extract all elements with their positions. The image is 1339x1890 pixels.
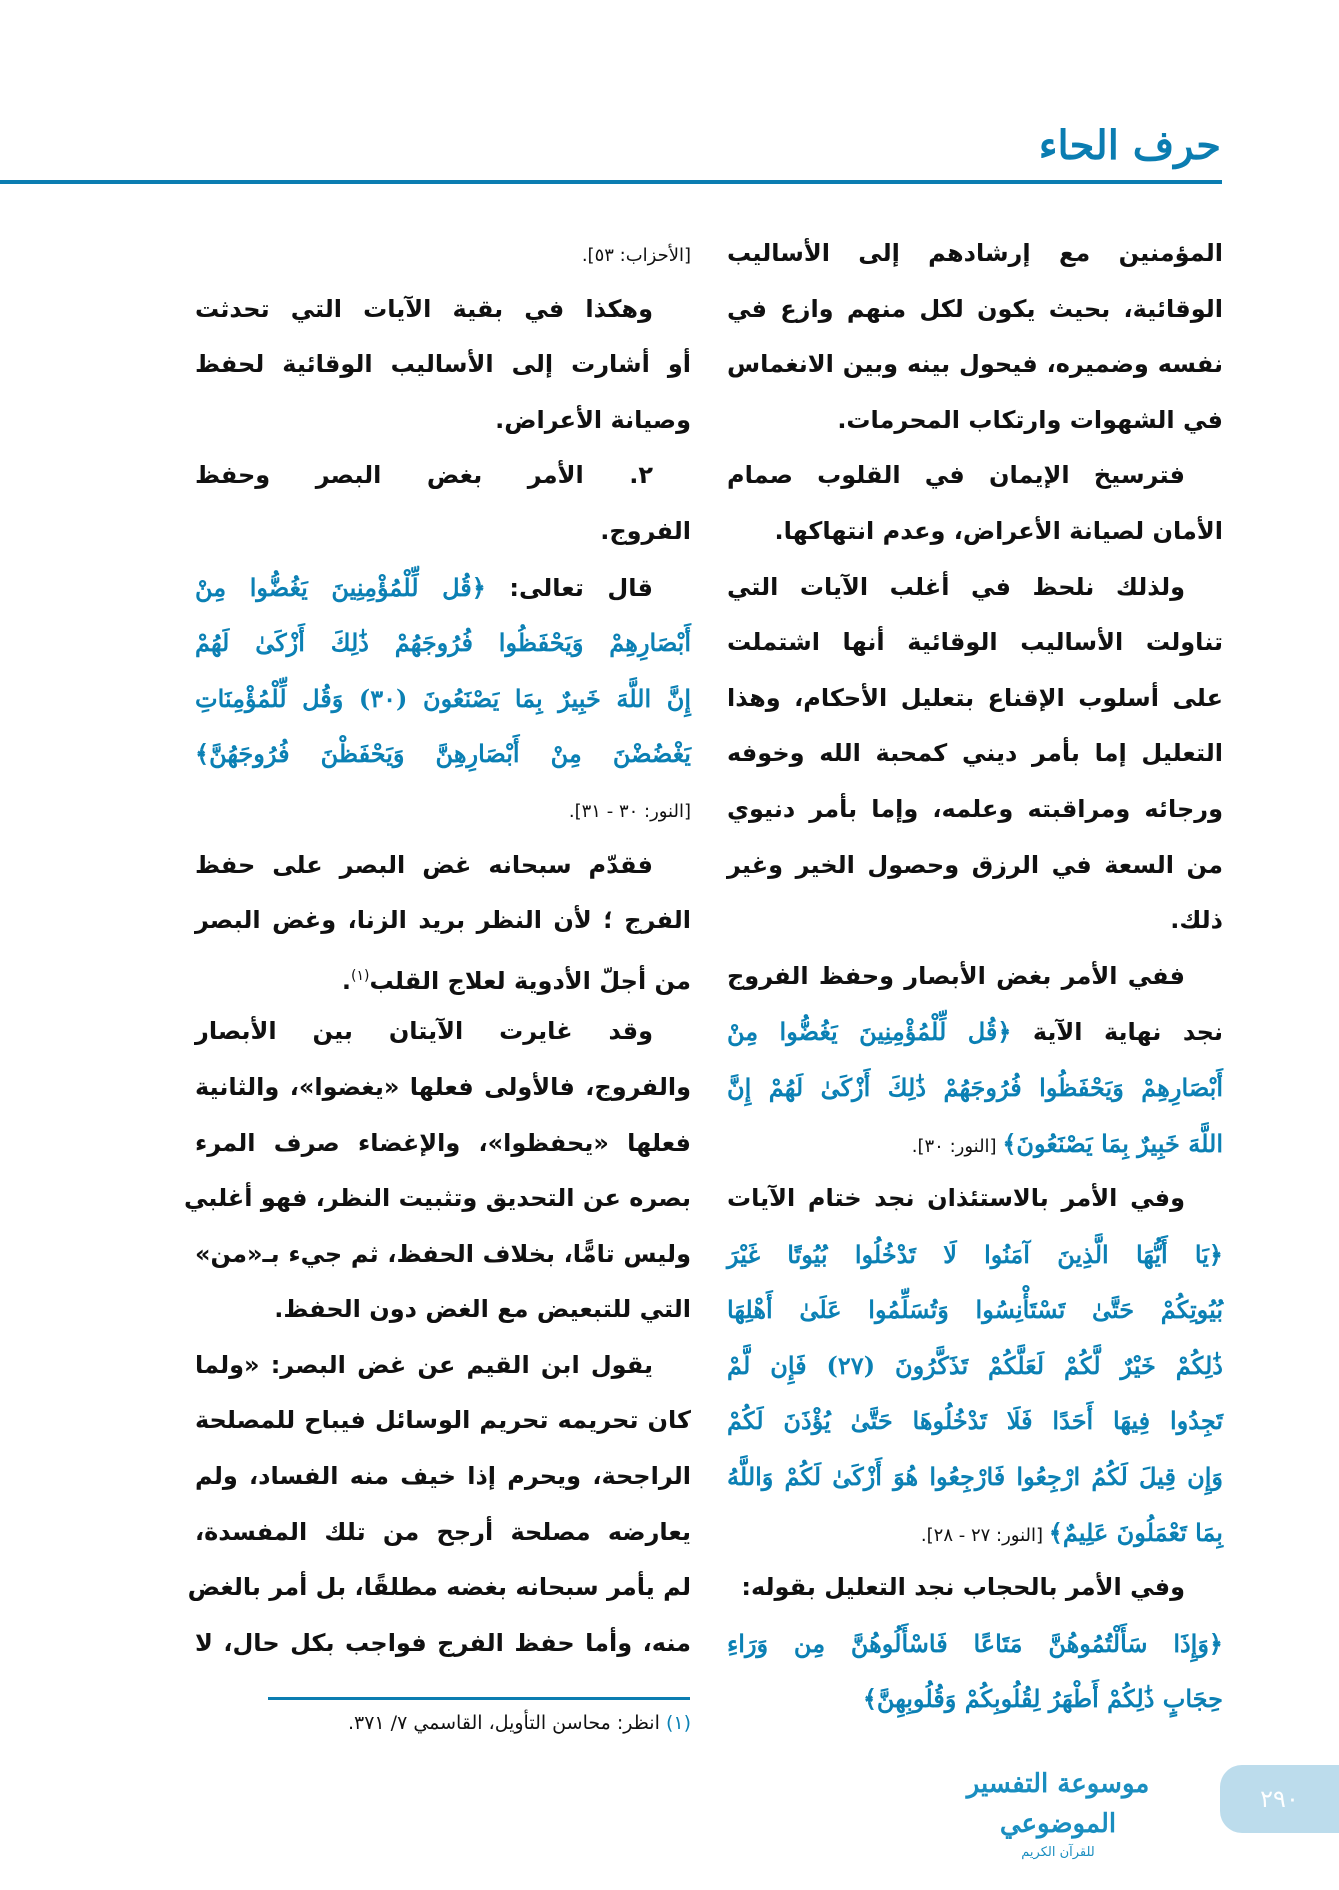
quran-verse-text: وَإِن قِيلَ لَكُمُ ارْجِعُوا فَارْجِعُوا هُوَ أَزْكَىٰ لَكُمْ وَاللَّهُ <box>727 1462 1223 1492</box>
text-line <box>727 1616 1223 1672</box>
body-text: الراجحة، ويحرم إذا خيف منه الفساد، ولم <box>195 1462 691 1491</box>
quran-verse-text: بِمَا تَعْمَلُونَ عَلِيمٌ﴾ <box>1048 1517 1223 1547</box>
text-line <box>195 1227 691 1283</box>
text-line <box>727 1282 1223 1338</box>
body-text: الفروج. <box>600 516 691 545</box>
text-line <box>195 782 691 838</box>
body-text: الأمان لصيانة الأعراض، وعدم انتهاكها. <box>774 516 1223 545</box>
footnote-text: انظر: محاسن التأويل، القاسمي ٧/ ٣٧١. <box>347 1712 660 1734</box>
quran-verse-text: إِنَّ اللَّهَ خَبِيرٌ بِمَا يَصْنَعُونَ (٣٠) وَقُل لِّلْمُؤْمِنَاتِ <box>195 683 692 713</box>
left-text-column <box>183 226 692 1671</box>
text-line <box>195 393 691 449</box>
body-text: نفسه وضميره، فيحول بينه وبين الانغماس <box>727 350 1223 379</box>
body-text: تناولت الأساليب الوقائية أنها اشتملت <box>727 628 1223 657</box>
text-line <box>195 504 691 560</box>
footnote-divider <box>268 1697 690 1700</box>
body-text: فقدّم سبحانه غض البصر على حفظ <box>195 850 653 879</box>
body-text: وهكذا في بقية الآيات التي تحدثت <box>195 294 653 323</box>
body-text: الفرج ؛ لأن النظر بريد الزنا، وغض البصر <box>195 906 691 935</box>
text-line <box>195 1282 691 1338</box>
text-line <box>195 337 691 393</box>
text-line <box>195 1338 691 1394</box>
text-line <box>195 1616 691 1672</box>
body-text: على أسلوب الإقناع بتعليل الأحكام، وهذا <box>727 683 1223 712</box>
text-line <box>727 337 1223 393</box>
text-line <box>195 615 691 671</box>
text-line <box>727 560 1223 616</box>
body-text: ورجائه ومراقبته وعلمه، وإما بأمر دنيوي <box>727 794 1223 823</box>
text-line <box>727 1560 1223 1616</box>
verse-reference: [النور: ٢٧ - ٢٨]. <box>920 1524 1049 1546</box>
body-text: فعلها «يحفظوا»، والإغضاء صرف المرء <box>195 1128 691 1157</box>
body-text: بصره عن التحديق وتثبيت النظر، فهو أغلبي <box>183 1184 691 1213</box>
text-line <box>195 1116 691 1172</box>
quran-verse-text: ﴿وَإِذَا سَأَلْتُمُوهُنَّ مَتَاعًا فَاسْأَلُوهُنَّ مِن وَرَاءِ <box>727 1628 1223 1658</box>
text-line <box>195 671 691 727</box>
body-text: وفي الأمر بالاستئذان نجد ختام الآيات <box>727 1184 1185 1213</box>
encyclopedia-logo <box>934 1764 1182 1862</box>
text-line <box>195 949 691 1005</box>
footnote <box>195 1712 691 1734</box>
text-line <box>727 1449 1223 1505</box>
text-line <box>727 1116 1223 1172</box>
footnote-number: (١) <box>665 1712 691 1734</box>
verse-reference: [النور: ٣٠]. <box>911 1135 1003 1157</box>
body-text: من السعة في الرزق وحصول الخير وغير <box>727 850 1223 879</box>
body-text: ذلك. <box>1170 906 1223 935</box>
text-line <box>727 1505 1223 1561</box>
body-text: قال تعالى: <box>485 573 653 602</box>
body-text: ولذلك نلحظ في أغلب الآيات التي <box>727 572 1185 601</box>
footnote-marker: (١) <box>351 967 370 984</box>
body-text: وفي الأمر بالحجاب نجد التعليل بقوله: <box>741 1573 1185 1602</box>
text-line <box>727 949 1223 1005</box>
body-text: وصيانة الأعراض. <box>495 405 691 434</box>
body-text: منه، وأما حفظ الفرج فواجب بكل حال، لا <box>195 1628 691 1657</box>
body-text: والفروج، فالأولى فعلها «يغضوا»، والثانية <box>195 1072 691 1101</box>
body-text: ففي الأمر بغض الأبصار وحفظ الفروج <box>727 961 1185 990</box>
text-line <box>727 282 1223 338</box>
right-text-column <box>727 226 1223 1727</box>
body-text: يقول ابن القيم عن غض البصر: «ولما <box>195 1350 653 1379</box>
body-text: المؤمنين مع إرشادهم إلى الأساليب <box>727 239 1223 267</box>
quran-verse-text: ﴿قُل لِّلْمُؤْمِنِينَ يَغُضُّوا مِنْ <box>727 1017 1012 1047</box>
body-text: وقد غايرت الآيتان بين الأبصار <box>195 1017 653 1046</box>
text-line <box>195 1505 691 1561</box>
text-line <box>195 1393 691 1449</box>
text-line <box>727 1227 1223 1283</box>
body-text: يعارضه مصلحة أرجح من تلك المفسدة، <box>195 1517 691 1546</box>
body-text: ٢. الأمر بغض البصر وحفظ <box>195 461 653 490</box>
body-text: كان تحريمه تحريم الوسائل فيباح للمصلحة <box>195 1406 691 1435</box>
page-number: ٢٩٠ <box>1220 1765 1339 1833</box>
text-line <box>195 1449 691 1505</box>
body-text: نجد نهاية الآية <box>1011 1018 1223 1047</box>
text-line <box>727 448 1223 504</box>
header-divider <box>0 180 1222 184</box>
body-text: التي للتبعيض مع الغض دون الحفظ. <box>274 1295 691 1324</box>
logo-subtitle: للقرآن الكريم <box>1021 1845 1095 1860</box>
quran-verse-text: أَبْصَارِهِمْ وَيَحْفَظُوا فُرُوجَهُمْ ذَٰلِكَ أَزْكَىٰ لَهُمْ إِنَّ <box>727 1072 1223 1102</box>
body-text: التعليل إما بأمر ديني كمحبة الله وخوفه <box>727 739 1223 768</box>
quran-verse-text: أَبْصَارِهِمْ وَيَحْفَظُوا فُرُوجَهُمْ ذَٰلِكَ أَزْكَىٰ لَهُمْ <box>195 628 691 658</box>
quran-verse-text: يَغْضُضْنَ مِنْ أَبْصَارِهِنَّ وَيَحْفَظْنَ فُرُوجَهُنَّ﴾ <box>195 739 691 769</box>
body-text: فترسيخ الإيمان في القلوب صمام <box>727 461 1185 490</box>
quran-verse-text: حِجَابٍ ذَٰلِكُمْ أَطْهَرُ لِقُلُوبِكُمْ وَقُلُوبِهِنَّ﴾ <box>862 1684 1223 1714</box>
text-line <box>727 893 1223 949</box>
text-line <box>727 1060 1223 1116</box>
quran-verse-text: ذَٰلِكُمْ خَيْرٌ لَّكُمْ لَعَلَّكُمْ تَذَكَّرُونَ (٢٧) فَإِن لَّمْ <box>727 1350 1223 1380</box>
text-line <box>195 282 691 338</box>
text-line <box>727 1171 1223 1227</box>
quran-verse-text: ﴿قُل لِّلْمُؤْمِنِينَ يَغُضُّوا مِنْ <box>195 572 486 602</box>
text-line <box>727 671 1223 727</box>
text-line <box>195 448 691 504</box>
text-line <box>195 560 691 616</box>
text-line <box>727 393 1223 449</box>
text-line <box>195 893 691 949</box>
text-line <box>195 226 691 282</box>
text-line <box>183 1171 691 1227</box>
text-line <box>195 1004 691 1060</box>
body-text: وليس تامًّا، بخلاف الحفظ، ثم جيء بـ«من» <box>195 1239 691 1268</box>
text-line <box>727 226 1223 282</box>
text-line <box>727 504 1223 560</box>
text-line <box>187 1560 691 1616</box>
text-line <box>727 726 1223 782</box>
text-line <box>727 1393 1223 1449</box>
text-line <box>195 838 691 894</box>
quran-verse-text: بُيُوتِكُمْ حَتَّىٰ تَسْتَأْنِسُوا وَتُسَلِّمُوا عَلَىٰ أَهْلِهَا <box>727 1295 1223 1325</box>
body-text: لم يأمر سبحانه بغضه مطلقًا، بل أمر بالغض <box>187 1573 691 1602</box>
quran-verse-text: تَجِدُوا فِيهَا أَحَدًا فَلَا تَدْخُلُوهَا حَتَّىٰ يُؤْذَنَ لَكُمْ <box>727 1406 1223 1436</box>
text-line <box>727 1338 1223 1394</box>
body-text: أو أشارت إلى الأساليب الوقائية لحفظ <box>195 350 691 379</box>
verse-reference: [النور: ٣٠ - ٣١]. <box>568 800 691 822</box>
body-text: . <box>341 966 352 995</box>
verse-reference: [الأحزاب: ٥٣]. <box>581 245 691 266</box>
quran-verse-text: ﴿يَا أَيُّهَا الَّذِينَ آمَنُوا لَا تَدْخُلُوا بُيُوتًا غَيْرَ <box>727 1239 1223 1269</box>
text-line <box>195 1060 691 1116</box>
quran-verse-text: اللَّهَ خَبِيرٌ بِمَا يَصْنَعُونَ﴾ <box>1002 1128 1223 1158</box>
text-line <box>727 615 1223 671</box>
chapter-title: حرف الحاء <box>1038 122 1221 169</box>
text-line <box>727 782 1223 838</box>
text-line <box>727 1671 1223 1727</box>
body-text: في الشهوات وارتكاب المحرمات. <box>837 405 1223 434</box>
logo-title: موسوعة التفسير الموضوعي <box>966 1769 1150 1839</box>
text-line <box>727 1004 1223 1060</box>
text-line <box>727 838 1223 894</box>
body-text: الوقائية، بحيث يكون لكل منهم وازع في <box>727 294 1223 323</box>
body-text: من أجلّ الأدوية لعلاج القلب <box>369 966 691 995</box>
text-line <box>195 726 691 782</box>
